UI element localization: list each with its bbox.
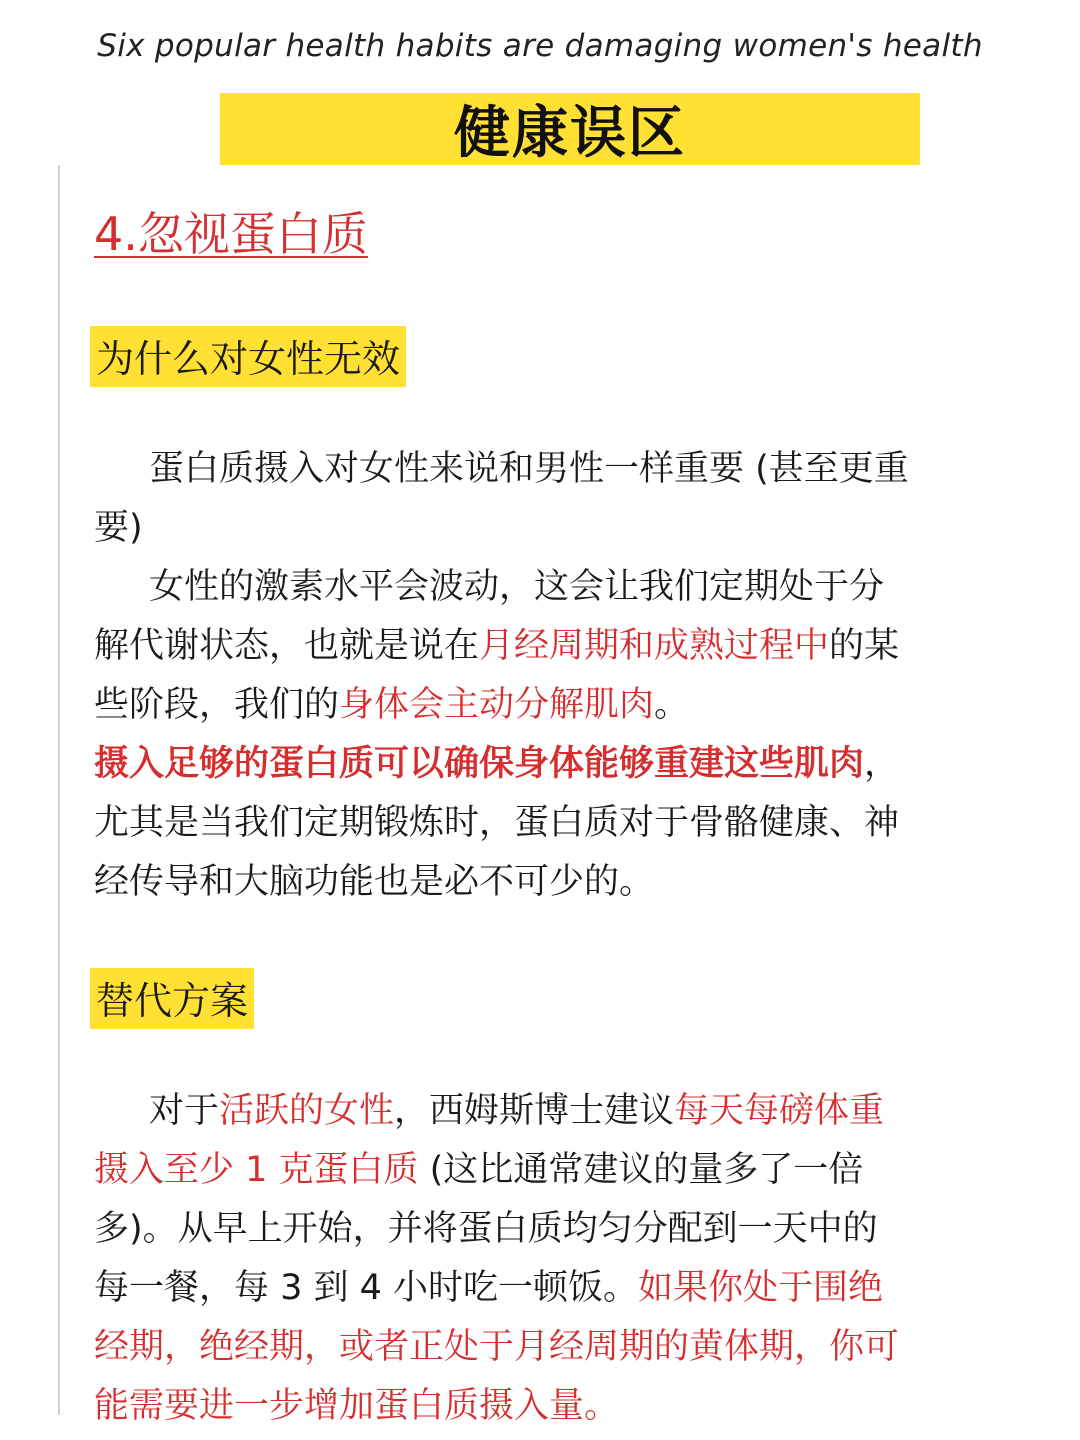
highlight-text: 如果你处于围绝 <box>638 1268 884 1308</box>
text-line <box>94 735 1044 794</box>
highlight-text: 每天每磅体重 <box>674 1091 885 1131</box>
text-segment: 蛋白质摄入对女性来说和男性一样重要 (甚至更重 <box>149 449 909 489</box>
title-banner <box>220 93 920 165</box>
highlight-text: 经期，绝经期，或者正处于月经周期的黄体期，你可 <box>94 1327 900 1367</box>
subtitle: Six popular health habits are damaging women's health <box>97 28 983 64</box>
bold-highlight-text: 摄入足够的蛋白质可以确保身体能够重建这些肌肉 <box>94 744 865 784</box>
highlight-text: 能需要进一步增加蛋白质摄入量。 <box>94 1386 620 1426</box>
label-why-ineffective: 为什么对女性无效 <box>90 326 406 387</box>
text-line <box>94 1377 1044 1436</box>
text-segment: ， <box>864 744 900 784</box>
text-segment: 对于 <box>149 1091 220 1131</box>
label-alternative: 替代方案 <box>90 968 254 1029</box>
text-segment: 要) <box>94 508 143 548</box>
why-paragraph <box>94 440 1044 912</box>
text-line <box>94 499 1044 558</box>
text-line <box>94 794 1044 853</box>
text-line <box>94 853 1044 912</box>
text-line <box>94 1082 1044 1141</box>
highlight-text: 活跃的女性 <box>219 1091 395 1131</box>
text-segment: 尤其是当我们定期锻炼时，蛋白质对于骨骼健康、神 <box>94 803 900 843</box>
highlight-text: 摄入至少 1 克蛋白质 <box>94 1150 419 1190</box>
page-title: 健康误区 <box>454 101 686 166</box>
text-line <box>94 1318 1044 1377</box>
text-line <box>94 558 1044 617</box>
text-segment: 经传导和大脑功能也是必不可少的。 <box>94 862 655 902</box>
section-heading: 4.忽视蛋白质 <box>94 207 368 261</box>
text-segment: 解代谢状态，也就是说在 <box>94 626 480 666</box>
text-segment: 。 <box>654 685 690 725</box>
text-segment: 些阶段，我们的 <box>94 685 340 725</box>
left-divider <box>58 165 60 1415</box>
text-line <box>94 440 1044 499</box>
alternative-paragraph <box>94 1082 1044 1436</box>
text-line <box>94 1200 1044 1259</box>
text-segment: 的某 <box>829 626 900 666</box>
text-segment: 每一餐，每 3 到 4 小时吃一顿饭。 <box>94 1268 639 1308</box>
text-segment: (这比通常建议的量多了一倍 <box>418 1150 864 1190</box>
highlight-text: 身体会主动分解肌肉 <box>339 685 655 725</box>
text-segment: 多)。从早上开始，并将蛋白质均匀分配到一天中的 <box>94 1209 878 1249</box>
text-segment: 女性的激素水平会波动，这会让我们定期处于分 <box>149 567 885 607</box>
text-segment: ，西姆斯博士建议 <box>394 1091 675 1131</box>
highlight-text: 月经周期和成熟过程中 <box>479 626 830 666</box>
text-line <box>94 617 1044 676</box>
text-line <box>94 676 1044 735</box>
text-line <box>94 1141 1044 1200</box>
text-line <box>94 1259 1044 1318</box>
